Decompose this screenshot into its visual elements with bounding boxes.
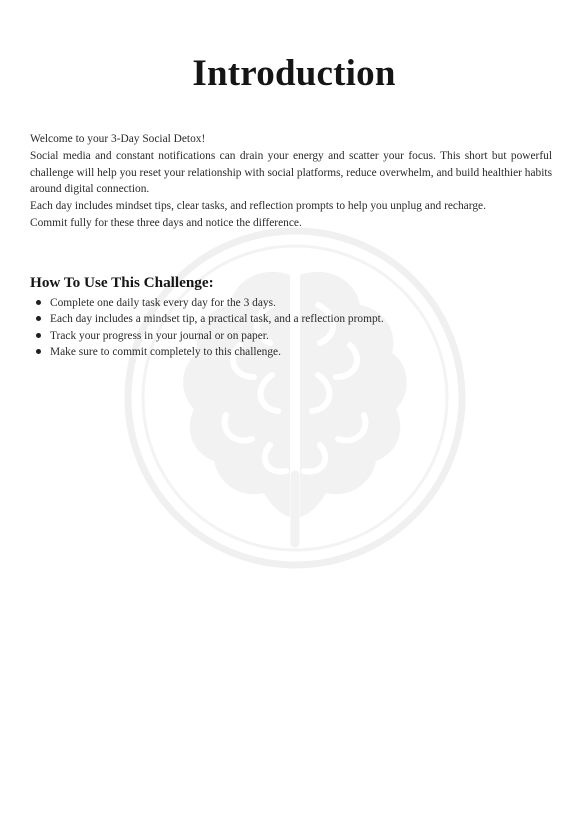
intro-daily-structure: Each day includes mindset tips, clear tasks, and reflection prompts to help you unplug and recharge. [30, 200, 486, 213]
list-item [30, 344, 552, 360]
bullet-dot-icon [36, 333, 41, 338]
intro-commit: Commit fully for these three days and notice the difference. [30, 216, 302, 229]
bullet-dot-icon [36, 316, 41, 321]
list-item-text: Make sure to commit completely to this challenge. [50, 346, 281, 359]
list-item-text: Each day includes a mindset tip, a practical task, and a reflection prompt. [50, 313, 384, 326]
how-to-use-heading: How To Use This Challenge: [30, 274, 214, 291]
list-item-text: Complete one daily task every day for the 3 days. [50, 297, 276, 309]
list-item [30, 295, 552, 311]
bullet-dot-icon [36, 300, 41, 305]
bullet-dot-icon [36, 349, 41, 354]
list-item-text: Track your progress in your journal or on paper. [50, 329, 269, 342]
page-title: Introduction [192, 53, 396, 94]
list-item [30, 328, 552, 344]
intro-section [30, 131, 552, 232]
list-item [30, 311, 552, 327]
intro-description: Social media and constant notifications can drain your energy and scatter your focus. This short but powerful challenge will help you reset your relationship with social platforms, reduce overwhelm, and build healthier habits around digital connection. [30, 149, 552, 196]
intro-welcome: Welcome to your 3-Day Social Detox! [30, 133, 206, 145]
how-to-use-list [30, 295, 552, 361]
